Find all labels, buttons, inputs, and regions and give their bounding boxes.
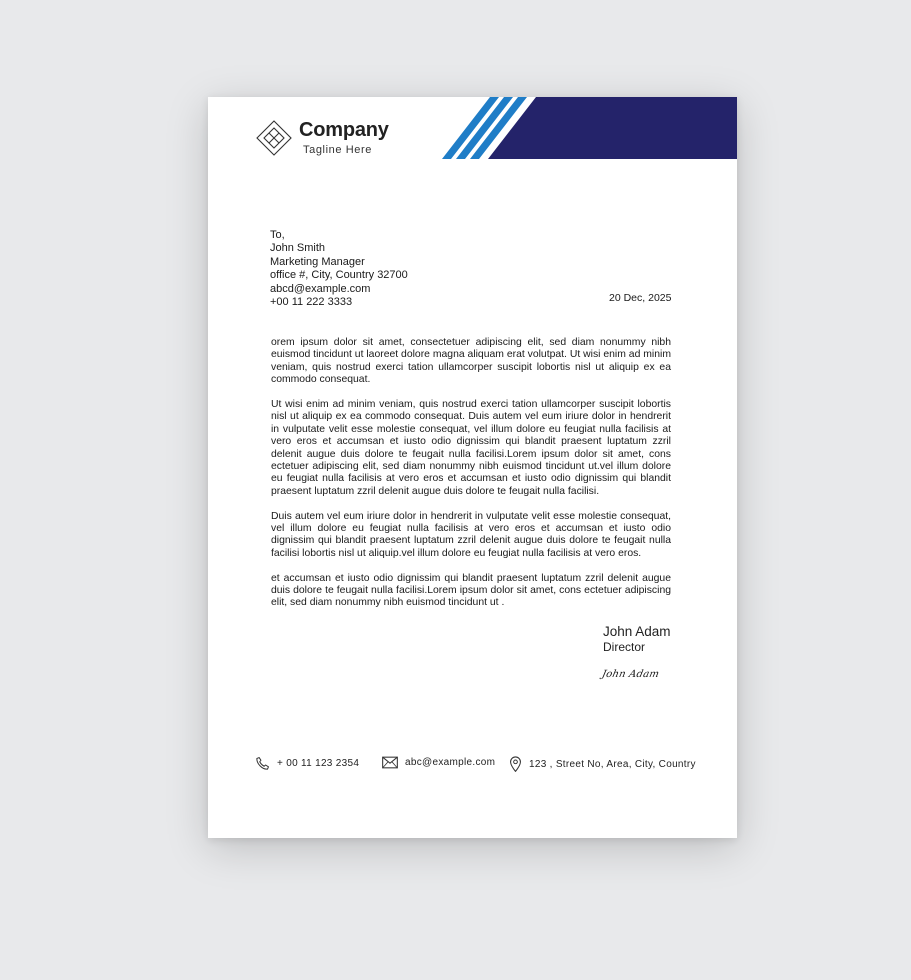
signoff-block — [603, 624, 671, 655]
footer-phone — [255, 756, 359, 771]
company-name: Company — [299, 119, 389, 141]
body-paragraph: Duis autem vel eum iriure dolor in hendrerit in vulputate velit esse molestie consequat, vel illum dolore eu feugiat nulla facilisis at vero eros et accumsan et iusto odio dignissim qui blandit praesent luptatum zzril delenit augue duis dolore te feugait nulla facilisi lobortis nisl ut aliquip.vel illum dolore eu feugiat nulla facilisis at vero eros. — [271, 510, 671, 559]
recipient-salutation: To, — [270, 229, 285, 241]
signer-name: John Adam — [603, 624, 671, 639]
header-navy-band — [488, 97, 737, 159]
recipient-name: John Smith — [270, 242, 326, 255]
location-pin-icon — [509, 756, 522, 772]
footer-phone-text: + 00 11 123 2354 — [277, 758, 360, 769]
body-paragraph: orem ipsum dolor sit amet, consectetuer adipiscing elit, sed diam nonummy nibh euismod tincidunt ut laoreet dolore magna aliquam erat volutpat. Ut wisi enim ad minim veniam, quis nostrud exerci tation ullamcorper suscipit lobortis nisl ut aliquip ex ea commodo consequat. — [271, 337, 671, 386]
letter-body — [271, 337, 671, 622]
footer-address — [509, 756, 696, 772]
phone-icon — [255, 756, 270, 771]
recipient-address: office #, City, Country 32700 — [270, 269, 408, 282]
footer-email — [382, 756, 495, 769]
body-paragraph: Ut wisi enim ad minim veniam, quis nostrud exerci tation ullamcorper suscipit lobortis nisl ut aliquip ex ea commodo consequat. Duis autem vel eum iriure dolor in hendrerit in vulputate velit esse molestie consequat, vel illum dolore eu feugiat nulla facilisis at vero eros et accumsan et iusto odio dignissim qui blandit praesent luptatum zzril delenit augue duis dolore te feugait nulla facilisi.Lorem ipsum dolor sit amet, cons ectetuer adipiscing elit, sed diam nonummy nibh euismod tincidunt ut.vel illum dolore eu feugiat nulla facilisis at vero eros et accumsan et iusto odio dignissim qui blandit praesent luptatum zzril delenit augue duis dolore te feugait nulla facilisi. — [271, 399, 671, 497]
signer-title: Director — [603, 640, 646, 654]
body-paragraph: et accumsan et iusto odio dignissim qui blandit praesent luptatum zzril delenit augue duis dolore te feugait nulla facilisi.Lorem ipsum dolor sit amet, cons ectetuer adipiscing elit, sed diam nonummy nibh euismod tincidunt ut . — [271, 572, 671, 609]
company-tagline: Tagline Here — [303, 144, 372, 156]
company-logo — [256, 119, 389, 156]
footer-address-text: 123 , Street No, Area, City, Country — [529, 758, 696, 770]
recipient-title: Marketing Manager — [270, 255, 365, 268]
footer-email-text: abc@example.com — [405, 757, 496, 768]
letter-date: 20 Dec, 2025 — [609, 292, 672, 304]
diamond-logo-icon — [256, 120, 292, 156]
recipient-email: abcd@example.com — [270, 282, 371, 295]
recipient-phone: +00 11 222 3333 — [270, 296, 353, 309]
envelope-icon — [382, 756, 398, 769]
handwritten-signature: John Adam — [600, 669, 661, 680]
recipient-block — [270, 229, 408, 309]
letterhead-page — [208, 97, 737, 838]
